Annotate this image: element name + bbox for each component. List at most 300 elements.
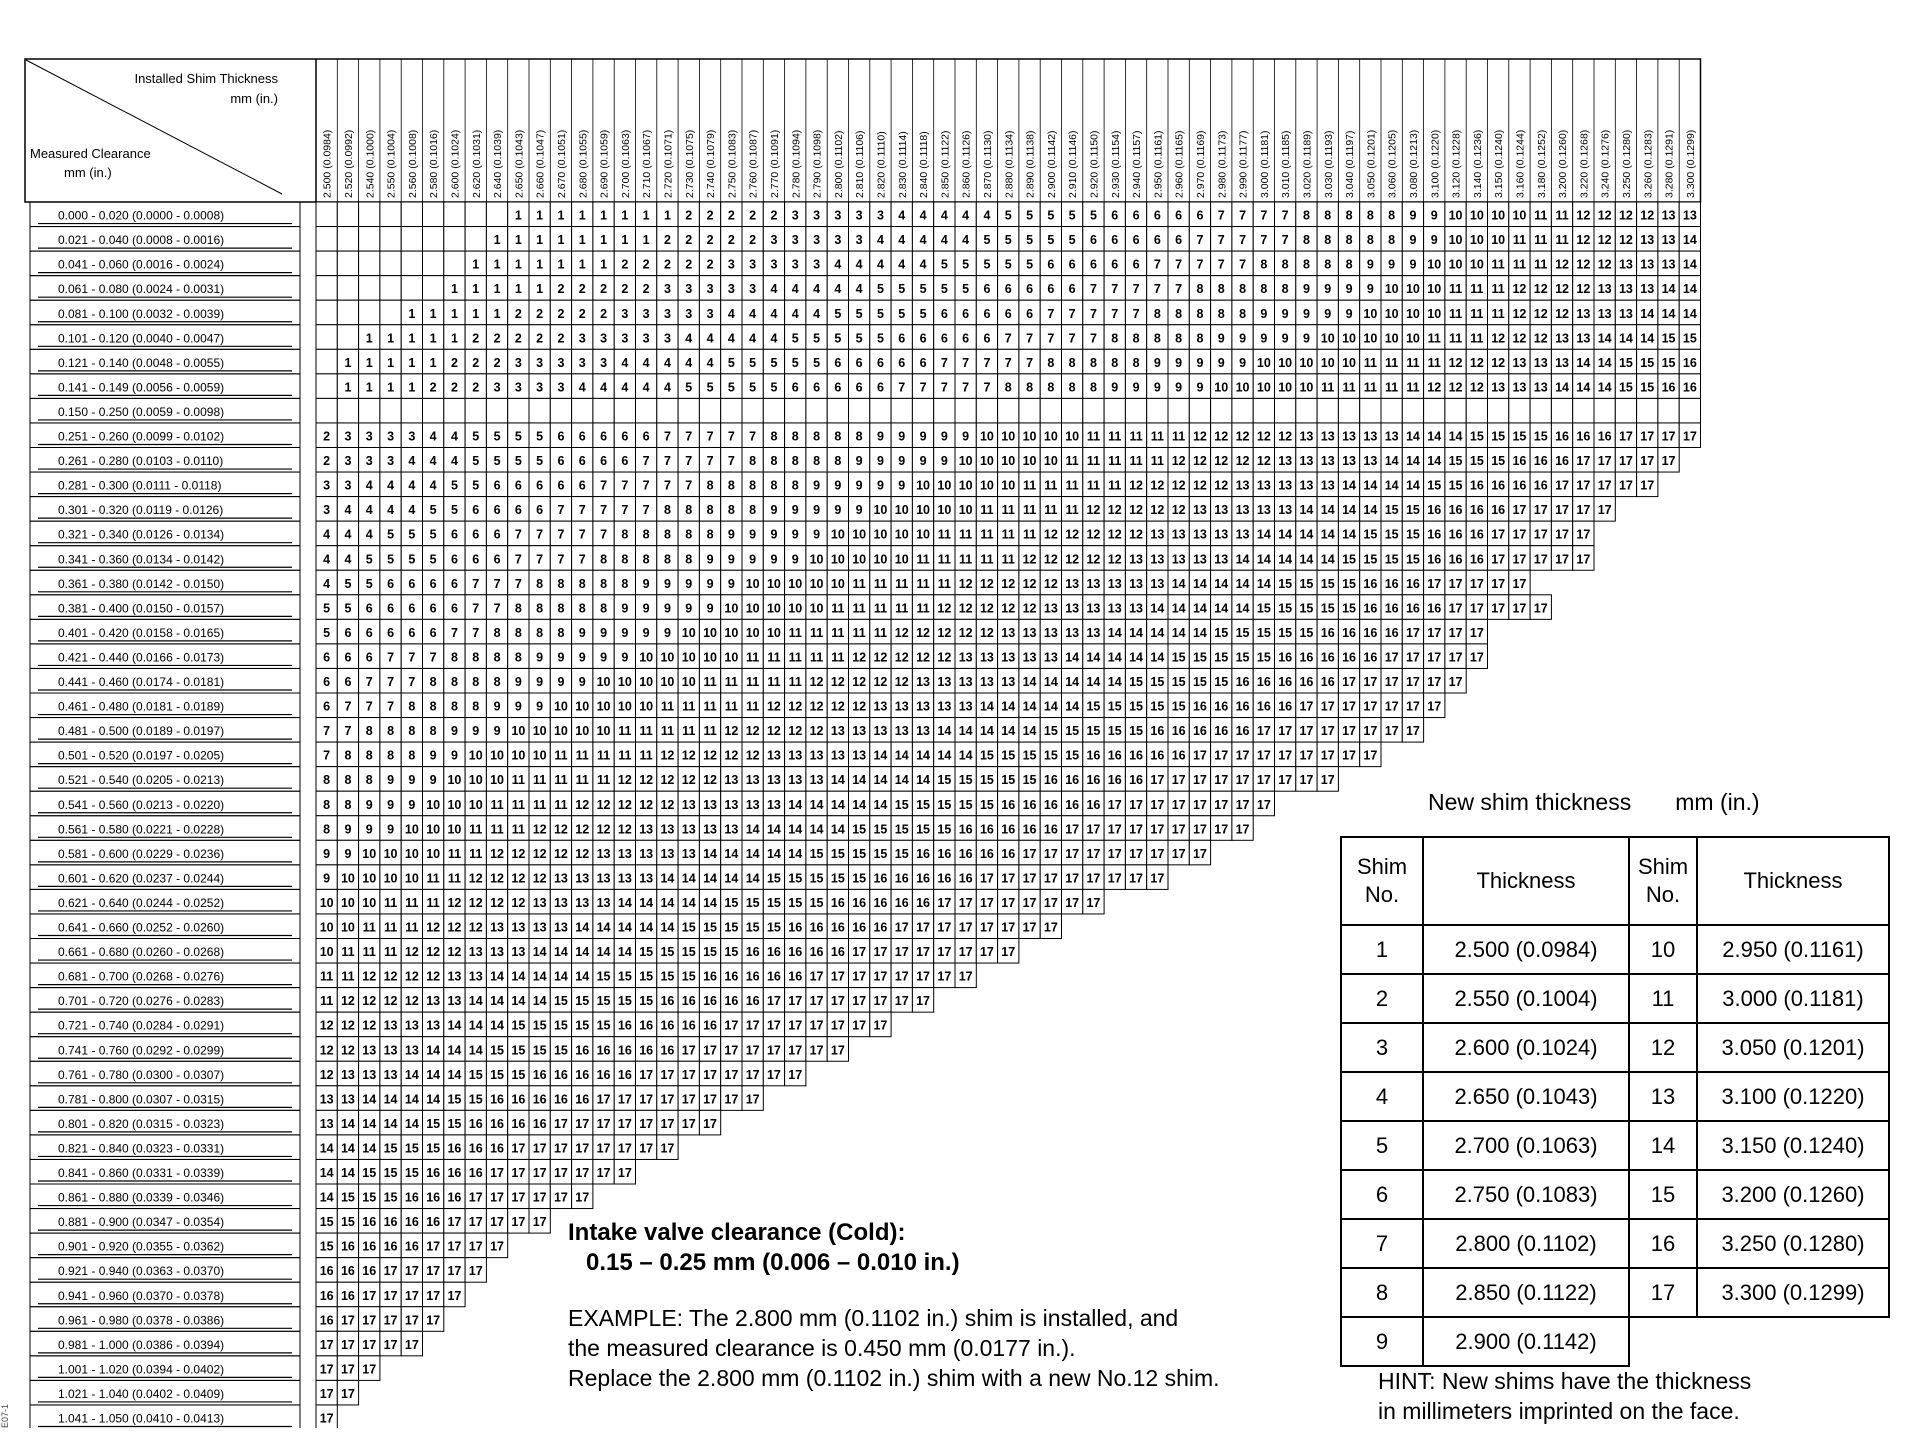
shim-number: 7 xyxy=(642,503,650,518)
shim-number: 10 xyxy=(809,552,824,567)
installed-thickness-header: 2.710 (0.1067) xyxy=(641,129,654,198)
shim-number: 15 xyxy=(1129,699,1144,714)
shim-number: 2 xyxy=(706,257,714,272)
shim-number: 7 xyxy=(1217,208,1225,223)
shim-number: 8 xyxy=(493,625,501,640)
shim-number: 6 xyxy=(919,331,927,346)
shim-number: 13 xyxy=(1150,552,1165,567)
shim-no-cell-2: 16 xyxy=(1629,1219,1697,1268)
shim-number: 4 xyxy=(813,306,821,321)
shim-number: 11 xyxy=(831,601,845,616)
shim-number: 4 xyxy=(749,306,757,321)
shim-number: 7 xyxy=(898,380,906,395)
shim-number: 10 xyxy=(916,527,931,542)
shim-number: 6 xyxy=(578,478,586,493)
shim-number: 15 xyxy=(404,1141,419,1156)
shim-number: 13 xyxy=(1256,478,1271,493)
shim-number: 11 xyxy=(809,650,824,665)
shim-number: 16 xyxy=(575,1092,590,1107)
shim-number: 6 xyxy=(557,429,565,444)
shim-number: 13 xyxy=(1171,552,1186,567)
shim-number: 14 xyxy=(490,994,505,1009)
shim-number: 13 xyxy=(1384,429,1399,444)
shim-number: 4 xyxy=(919,233,927,248)
shim-number: 7 xyxy=(962,380,970,395)
shim-number: 14 xyxy=(1086,650,1101,665)
shim-number: 15 xyxy=(319,1215,334,1230)
shim-number: 15 xyxy=(852,871,867,886)
shim-number: 4 xyxy=(344,503,352,518)
shim-number: 10 xyxy=(1235,380,1250,395)
shim-number: 16 xyxy=(1171,748,1186,763)
shim-number: 9 xyxy=(962,429,970,444)
shim-number: 10 xyxy=(852,527,867,542)
shim-number: 13 xyxy=(511,945,526,960)
shim-number: 17 xyxy=(745,1043,760,1058)
shim-number: 10 xyxy=(426,846,441,861)
installed-thickness-header: 2.920 (0.1150) xyxy=(1088,130,1101,198)
shim-number: 8 xyxy=(365,748,373,763)
shim-number: 12 xyxy=(1150,503,1165,518)
shim-number: 6 xyxy=(365,601,373,616)
shim-number: 14 xyxy=(766,822,781,837)
shim-number: 12 xyxy=(468,871,483,886)
shim-number: 14 xyxy=(639,920,654,935)
shim-number: 8 xyxy=(621,527,629,542)
shim-number: 10 xyxy=(319,945,334,960)
shim-number: 11 xyxy=(682,699,696,714)
installed-thickness-header: 3.050 (0.1201) xyxy=(1365,129,1378,198)
shim-number: 7 xyxy=(1260,233,1268,248)
shim-number: 16 xyxy=(1129,748,1144,763)
shim-number: 12 xyxy=(511,895,526,910)
shim-number: 12 xyxy=(681,748,696,763)
measured-clearance-label-row: 0.321 - 0.340 (0.0126 - 0.0134) xyxy=(58,527,225,542)
shim-number: 13 xyxy=(1065,576,1080,591)
shim-number: 17 xyxy=(852,994,867,1009)
shim-number: 17 xyxy=(1384,699,1399,714)
shim-number: 11 xyxy=(511,822,525,837)
shim-number: 13 xyxy=(1640,233,1655,248)
shim-number: 17 xyxy=(1342,675,1357,689)
shim-number: 17 xyxy=(766,1067,781,1082)
shim-number: 13 xyxy=(788,748,803,763)
shim-number: 14 xyxy=(1065,650,1080,665)
shim-number: 2 xyxy=(536,306,544,321)
grid-cell xyxy=(870,398,891,423)
shim-number: 17 xyxy=(1405,699,1420,714)
shim-number: 8 xyxy=(578,601,586,616)
shim-number: 11 xyxy=(1086,429,1101,444)
shim-number: 12 xyxy=(852,650,867,665)
shim-number: 4 xyxy=(876,233,884,248)
shim-number: 15 xyxy=(788,871,803,886)
shim-number: 12 xyxy=(1001,601,1016,616)
grid-cell xyxy=(380,202,401,227)
shim-number: 11 xyxy=(788,650,802,665)
grid-cell xyxy=(1338,398,1359,423)
shim-number: 12 xyxy=(745,748,760,763)
shim-number: 11 xyxy=(383,945,398,960)
shim-number: 16 xyxy=(340,1239,355,1254)
shim-number: 13 xyxy=(1512,380,1527,395)
shim-number: 16 xyxy=(362,1239,377,1254)
shim-number: 17 xyxy=(660,1067,675,1082)
grid-cell xyxy=(1466,398,1487,423)
shim-number: 7 xyxy=(557,503,565,518)
shim-number: 17 xyxy=(1086,846,1101,861)
shim-number: 12 xyxy=(894,625,909,640)
shim-number: 5 xyxy=(365,552,373,567)
shim-number: 15 xyxy=(1405,503,1420,518)
shim-number: 17 xyxy=(1299,724,1314,739)
shim-number: 12 xyxy=(511,871,526,886)
shim-number: 9 xyxy=(770,503,778,518)
shim-number: 4 xyxy=(429,429,437,444)
measured-clearance-label-row: 0.621 - 0.640 (0.0244 - 0.0252) xyxy=(58,895,225,910)
shim-number: 9 xyxy=(940,429,948,444)
shim-number: 17 xyxy=(639,1116,654,1131)
shim-number: 9 xyxy=(834,503,842,518)
installed-thickness-header: 2.830 (0.1114) xyxy=(896,131,909,198)
shim-number: 6 xyxy=(940,306,948,321)
grid-cell xyxy=(1253,398,1274,423)
shim-number: 17 xyxy=(873,994,888,1009)
shim-number: 17 xyxy=(1192,822,1207,837)
shim-number: 3 xyxy=(642,331,650,346)
shim-number: 14 xyxy=(340,1116,355,1131)
shim-number: 3 xyxy=(621,331,629,346)
shim-number: 17 xyxy=(404,1264,419,1279)
shim-number: 17 xyxy=(1448,576,1463,591)
shim-number: 13 xyxy=(1065,625,1080,640)
shim-number: 13 xyxy=(1235,478,1250,493)
shim-number: 7 xyxy=(600,527,608,542)
shim-number: 11 xyxy=(554,797,568,812)
shim-number: 13 xyxy=(1278,503,1293,518)
shim-number: 15 xyxy=(1384,552,1399,567)
shim-number: 13 xyxy=(1129,552,1144,567)
shim-number: 17 xyxy=(1107,846,1122,861)
shim-number: 17 xyxy=(319,1386,334,1401)
shim-number: 16 xyxy=(766,969,781,984)
shim-number: 1 xyxy=(450,331,458,346)
grid-cell xyxy=(380,276,401,301)
shim-number: 10 xyxy=(958,454,973,469)
shim-number: 17 xyxy=(1661,454,1676,469)
shim-number: 9 xyxy=(1345,306,1353,321)
grid-cell xyxy=(359,227,380,252)
shim-number: 10 xyxy=(1320,355,1335,370)
shim-number: 16 xyxy=(340,1288,355,1303)
shim-number: 14 xyxy=(553,969,568,984)
shim-number: 15 xyxy=(1171,650,1186,665)
shim-number: 15 xyxy=(1320,576,1335,591)
grid-cell xyxy=(337,325,358,350)
shim-number: 17 xyxy=(681,1092,696,1107)
shim-number: 6 xyxy=(387,625,395,640)
shim-number: 11 xyxy=(1534,257,1548,272)
shim-number: 17 xyxy=(447,1239,462,1254)
shim-number: 17 xyxy=(404,1288,419,1303)
shim-number: 7 xyxy=(472,576,480,591)
shim-number: 15 xyxy=(1469,429,1484,444)
shim-number: 15 xyxy=(1342,552,1357,567)
shim-number: 11 xyxy=(873,576,888,591)
shim-number: 13 xyxy=(873,724,888,739)
shim-number: 5 xyxy=(387,527,395,542)
measured-clearance-label-row: 0.701 - 0.720 (0.0276 - 0.0283) xyxy=(58,994,225,1009)
shim-number: 16 xyxy=(447,1141,462,1156)
shim-number: 15 xyxy=(490,1043,505,1058)
shim-no-cell-2: 14 xyxy=(1629,1121,1697,1170)
shim-number: 8 xyxy=(1345,257,1353,272)
shim-number: 3 xyxy=(408,429,416,444)
shim-number: 12 xyxy=(447,895,462,910)
shim-number: 17 xyxy=(362,1288,377,1303)
shim-number: 9 xyxy=(813,527,821,542)
shim-number: 5 xyxy=(1047,233,1055,248)
grid-cell xyxy=(827,398,848,423)
shim-number: 9 xyxy=(791,552,799,567)
shim-number: 16 xyxy=(617,1043,632,1058)
shim-thickness-cell: 2.550 (0.1004) xyxy=(1423,974,1629,1023)
shim-number: 11 xyxy=(916,576,930,591)
measured-clearance-label-row: 0.061 - 0.080 (0.0024 - 0.0031) xyxy=(58,282,225,297)
shim-number: 15 xyxy=(1065,724,1080,739)
shim-number: 16 xyxy=(703,969,718,984)
shim-number: 15 xyxy=(362,1190,377,1205)
shim-number: 11 xyxy=(533,773,547,788)
shim-number: 16 xyxy=(468,1116,483,1131)
shim-number: 17 xyxy=(979,871,994,886)
shim-number: 17 xyxy=(873,945,888,960)
shim-number: 15 xyxy=(511,1043,526,1058)
shim-number: 9 xyxy=(642,625,650,640)
shim-number: 1 xyxy=(472,257,480,272)
installed-thickness-header: 2.720 (0.1071) xyxy=(662,129,675,198)
shim-number: 9 xyxy=(834,478,842,493)
installed-thickness-header: 2.500 (0.0984) xyxy=(321,129,334,198)
shim-number: 15 xyxy=(916,797,931,812)
shim-number: 17 xyxy=(937,969,952,984)
shim-number: 11 xyxy=(447,871,462,886)
shim-number: 3 xyxy=(663,282,671,297)
shim-number: 10 xyxy=(1491,233,1506,248)
shim-number: 5 xyxy=(791,331,799,346)
shim-number: 17 xyxy=(830,1043,845,1058)
shim-number: 12 xyxy=(468,920,483,935)
shim-number: 10 xyxy=(703,650,718,665)
shim-number: 16 xyxy=(958,822,973,837)
installed-thickness-header: 3.120 (0.1228) xyxy=(1450,129,1463,198)
shim-number: 6 xyxy=(983,282,991,297)
shim-number: 5 xyxy=(514,454,522,469)
shim-thickness-cell-2: 2.950 (0.1161) xyxy=(1697,925,1889,974)
shim-number: 9 xyxy=(578,625,586,640)
shim-number: 12 xyxy=(1256,429,1271,444)
shim-number: 9 xyxy=(578,675,586,689)
shim-number: 15 xyxy=(1235,625,1250,640)
shim-number: 17 xyxy=(1448,675,1463,689)
shim-number: 3 xyxy=(344,478,352,493)
shim-number: 13 xyxy=(383,1018,398,1033)
shim-number: 8 xyxy=(472,675,480,689)
shim-number: 6 xyxy=(408,625,416,640)
shim-number: 17 xyxy=(1171,846,1186,861)
measured-clearance-label-row: 0.801 - 0.820 (0.0315 - 0.0323) xyxy=(58,1116,225,1131)
shim-number: 13 xyxy=(468,969,483,984)
shim-number: 9 xyxy=(876,454,884,469)
shim-number: 9 xyxy=(536,675,544,689)
shim-number: 14 xyxy=(1278,552,1293,567)
shim-number: 16 xyxy=(511,1116,526,1131)
shim-number: 17 xyxy=(1491,576,1506,591)
shim-number: 13 xyxy=(703,797,718,812)
shim-number: 8 xyxy=(429,675,437,689)
shim-number: 8 xyxy=(1068,380,1076,395)
side-reference-mark: E07-1 xyxy=(0,1403,10,1428)
shim-number: 9 xyxy=(472,724,480,739)
shim-number: 11 xyxy=(1363,380,1377,395)
spec-title: Intake valve clearance (Cold): xyxy=(568,1219,906,1246)
shim-number: 17 xyxy=(1469,650,1484,665)
shim-number: 16 xyxy=(1469,527,1484,542)
shim-number: 16 xyxy=(1512,478,1527,493)
shim-number: 7 xyxy=(727,429,735,444)
shim-number: 10 xyxy=(1405,331,1420,346)
shim-number: 11 xyxy=(1065,503,1079,518)
shim-number: 16 xyxy=(703,994,718,1009)
shim-number: 17 xyxy=(383,1288,398,1303)
shim-number: 13 xyxy=(681,846,696,861)
installed-thickness-header: 2.660 (0.1047) xyxy=(534,129,547,198)
shim-number: 17 xyxy=(1150,871,1165,886)
shim-number: 14 xyxy=(809,822,824,837)
shim-number: 15 xyxy=(1448,478,1463,493)
shim-number: 16 xyxy=(1235,724,1250,739)
shim-number: 14 xyxy=(958,748,973,763)
shim-number: 8 xyxy=(706,503,714,518)
shim-number: 13 xyxy=(724,822,739,837)
shim-number: 15 xyxy=(1320,601,1335,616)
shim-number: 11 xyxy=(746,675,760,689)
shim-number: 17 xyxy=(1640,454,1655,469)
shim-number: 14 xyxy=(575,920,590,935)
shim-number: 17 xyxy=(873,1018,888,1033)
shim-number: 4 xyxy=(962,233,970,248)
shim-number: 8 xyxy=(1153,331,1161,346)
shim-number: 14 xyxy=(1576,355,1591,370)
grid-cell xyxy=(998,398,1019,423)
shim-number: 14 xyxy=(937,724,952,739)
shim-number: 11 xyxy=(1129,429,1143,444)
shim-number: 12 xyxy=(788,724,803,739)
shim-number: 6 xyxy=(834,355,842,370)
shim-number: 14 xyxy=(340,1166,355,1180)
shim-number: 13 xyxy=(660,846,675,861)
shim-number: 17 xyxy=(511,1190,526,1205)
shim-table-row xyxy=(1341,1072,1889,1121)
shim-number: 10 xyxy=(468,797,483,812)
shim-number: 15 xyxy=(639,969,654,984)
shim-number: 14 xyxy=(1342,478,1357,493)
shim-number: 12 xyxy=(340,1043,355,1058)
shim-number: 8 xyxy=(1175,306,1183,321)
shim-thickness-cell: 2.850 (0.1122) xyxy=(1423,1268,1629,1317)
shim-number: 10 xyxy=(575,699,590,714)
shim-number: 10 xyxy=(1448,257,1463,272)
shim-number: 12 xyxy=(1448,380,1463,395)
shim-number: 16 xyxy=(1171,724,1186,739)
shim-number: 10 xyxy=(1469,233,1484,248)
shim-number: 14 xyxy=(1256,552,1271,567)
shim-number: 7 xyxy=(429,650,437,665)
shim-number: 13 xyxy=(1150,576,1165,591)
shim-thickness-cell: 2.800 (0.1102) xyxy=(1423,1219,1629,1268)
shim-number: 13 xyxy=(1576,331,1591,346)
shim-number: 14 xyxy=(383,1116,398,1131)
shim-number: 13 xyxy=(340,1092,355,1107)
shim-number: 7 xyxy=(1239,208,1247,223)
shim-number: 2 xyxy=(749,208,757,223)
shim-number: 10 xyxy=(703,625,718,640)
shim-number: 10 xyxy=(873,552,888,567)
shim-number: 13 xyxy=(1235,527,1250,542)
shim-number: 5 xyxy=(429,503,437,518)
shim-number: 7 xyxy=(940,380,948,395)
shim-number: 3 xyxy=(557,380,565,395)
shim-number: 15 xyxy=(532,1043,547,1058)
shim-number: 1 xyxy=(365,355,373,370)
shim-number: 8 xyxy=(813,429,821,444)
shim-number: 11 xyxy=(937,527,951,542)
shim-number: 16 xyxy=(809,945,824,960)
shim-number: 11 xyxy=(895,601,909,616)
shim-number: 8 xyxy=(1345,233,1353,248)
shim-number: 3 xyxy=(642,306,650,321)
shim-number: 13 xyxy=(894,699,909,714)
measured-clearance-label-row: 0.661 - 0.680 (0.0260 - 0.0268) xyxy=(58,945,225,960)
shim-number: 1 xyxy=(365,331,373,346)
shim-number: 16 xyxy=(1533,454,1548,469)
shim-number: 6 xyxy=(408,576,416,591)
shim-number: 5 xyxy=(727,355,735,370)
shim-number: 10 xyxy=(362,895,377,910)
shim-number: 17 xyxy=(1022,920,1037,935)
measured-clearance-label-row: 0.401 - 0.420 (0.0158 - 0.0165) xyxy=(58,625,225,640)
shim-number: 12 xyxy=(1533,331,1548,346)
shim-number: 11 xyxy=(490,822,504,837)
shim-number: 14 xyxy=(404,1092,419,1107)
shim-number: 14 xyxy=(1065,699,1080,714)
col-shim-no-2-line2: No. xyxy=(1645,882,1681,907)
shim-number: 15 xyxy=(1278,601,1293,616)
measured-clearance-label-row: 0.901 - 0.920 (0.0355 - 0.0362) xyxy=(58,1239,225,1254)
shim-number: 16 xyxy=(1469,478,1484,493)
shim-number: 16 xyxy=(575,1067,590,1082)
shim-number: 4 xyxy=(791,306,799,321)
shim-number: 17 xyxy=(1597,503,1612,518)
shim-number: 15 xyxy=(1129,724,1144,739)
shim-number: 9 xyxy=(387,773,395,788)
shim-number: 10 xyxy=(873,527,888,542)
shim-number: 1 xyxy=(557,208,565,223)
shim-number: 14 xyxy=(979,724,994,739)
shim-number: 6 xyxy=(472,552,480,567)
shim-number: 17 xyxy=(703,1116,718,1131)
shim-number: 6 xyxy=(1111,233,1119,248)
